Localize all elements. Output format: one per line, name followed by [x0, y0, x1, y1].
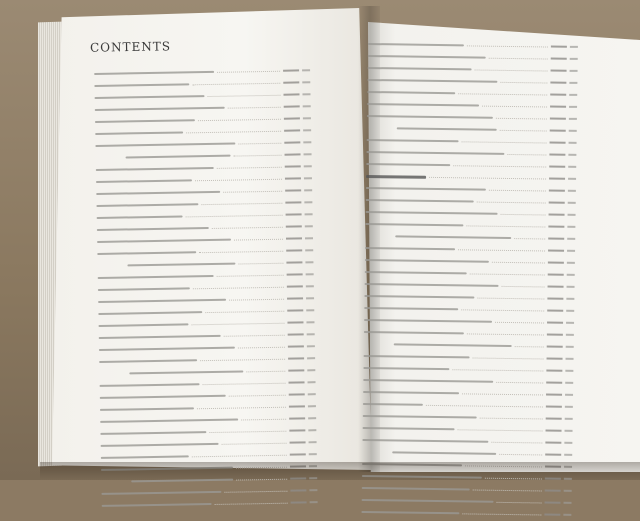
toc-entry-author	[546, 370, 562, 372]
toc-entry-page	[306, 285, 314, 287]
toc-entry-title	[129, 370, 243, 374]
toc-entry-title	[97, 239, 231, 243]
toc-entry-page	[569, 106, 577, 108]
toc-entry-author	[550, 94, 566, 96]
toc-entry-page	[309, 489, 317, 491]
toc-entry-author	[284, 141, 300, 143]
toc-leader-dots	[238, 142, 281, 144]
toc-leader-dots	[458, 429, 543, 431]
toc-entry-title	[394, 343, 512, 347]
toc-entry-author	[549, 214, 565, 216]
toc-entry-page	[569, 130, 577, 132]
toc-entry-title	[96, 179, 192, 183]
toc-entry-author	[550, 130, 566, 132]
toc-entry-author	[549, 202, 565, 204]
toc-entry-author	[545, 490, 561, 492]
toc-leader-dots	[193, 286, 284, 289]
toc-leader-dots	[475, 69, 548, 71]
toc-entry-page	[306, 273, 314, 275]
toc-entry-title	[96, 203, 198, 207]
toc-entry-author	[550, 106, 566, 108]
toc-entry-page	[308, 405, 316, 407]
toc-leader-dots	[198, 118, 281, 120]
toc-entry-title	[365, 283, 499, 287]
toc-entry-title	[100, 383, 200, 387]
toc-entry-title	[102, 503, 212, 507]
toc-entry-page	[304, 153, 312, 155]
toc-leader-dots	[500, 129, 547, 131]
toc-entry-author	[545, 502, 561, 504]
toc-leader-dots	[192, 82, 280, 85]
toc-leader-dots	[212, 226, 283, 228]
toc-entry-author	[548, 262, 564, 264]
toc-entry-author	[549, 190, 565, 192]
toc-leader-dots	[234, 154, 282, 156]
toc-entry-page	[568, 190, 576, 192]
toc-leader-dots	[477, 297, 544, 299]
toc-entry-title	[366, 199, 474, 203]
toc-entry-page	[564, 454, 572, 456]
toc-entry-author	[288, 345, 304, 347]
toc-entry-author	[289, 405, 305, 407]
toc-entry-author	[286, 213, 302, 215]
toc-entry-title	[99, 335, 221, 339]
toc-entry-page	[569, 118, 577, 120]
toc-entry-title	[366, 151, 504, 155]
toc-entry-author	[547, 298, 563, 300]
toc-leader-dots	[467, 333, 544, 335]
toc-entry-page	[302, 81, 310, 83]
toc-leader-dots	[461, 309, 544, 311]
toc-entry-author	[288, 333, 304, 335]
toc-entry-author	[551, 58, 567, 60]
toc-entry-page	[566, 358, 574, 360]
toc-entry-author	[546, 430, 562, 432]
toc-entry-page	[568, 154, 576, 156]
toc-entry-title	[367, 103, 479, 107]
toc-entry-title	[365, 271, 467, 274]
toc-entry-title	[364, 331, 464, 334]
toc-entry-title	[367, 139, 459, 142]
toc-entry-author	[283, 93, 299, 95]
toc-leader-dots	[500, 81, 547, 83]
toc-leader-dots	[217, 166, 282, 168]
toc-entry-page	[309, 441, 317, 443]
toc-entry-author	[550, 82, 566, 84]
toc-leader-dots	[462, 393, 543, 395]
toc-entry-page	[567, 286, 575, 288]
toc-entry-page	[566, 298, 574, 300]
toc-entry-author	[288, 369, 304, 371]
toc-entry-author	[283, 81, 299, 83]
toc-entry-page	[567, 226, 575, 228]
toc-entry-author	[290, 489, 306, 491]
toc-entry-title	[367, 79, 497, 83]
toc-entry-page	[303, 117, 311, 119]
toc-entry-page	[303, 105, 311, 107]
toc-leader-dots	[462, 141, 547, 143]
toc-leader-dots	[453, 165, 546, 167]
toc-entry-page	[306, 309, 314, 311]
toc-leader-dots	[186, 130, 281, 133]
toc-entry-title	[100, 407, 194, 411]
toc-leader-dots	[499, 453, 542, 455]
toc-leader-dots	[470, 273, 545, 275]
toc-entry-author	[544, 514, 560, 516]
toc-entry-page	[306, 297, 314, 299]
toc-entry-page	[566, 346, 574, 348]
toc-leader-dots	[496, 117, 547, 119]
toc-entry-author	[546, 406, 562, 408]
toc-entry-page	[307, 357, 315, 359]
toc-entry-title	[98, 275, 214, 279]
toc-entry-title	[100, 419, 238, 423]
toc-entry-title	[95, 131, 183, 135]
toc-entry-title	[363, 427, 455, 430]
toc-entry-title	[366, 163, 450, 166]
toc-leader-dots	[477, 201, 546, 203]
toc-entry-page	[568, 202, 576, 204]
toc-entry-title	[362, 499, 494, 503]
toc-entry-title	[363, 391, 459, 394]
toc-entry-page	[567, 262, 575, 264]
contents-heading: CONTENTS	[89, 39, 172, 55]
toc-entry-author	[287, 321, 303, 323]
toc-leader-dots	[207, 94, 280, 96]
toc-entry-title	[95, 107, 225, 111]
toc-entry-title	[98, 323, 188, 327]
toc-entry-title	[95, 95, 205, 99]
toc-leader-dots	[186, 214, 283, 217]
toc-entry-page	[565, 418, 573, 420]
toc-entry-title	[392, 451, 496, 454]
toc-entry-author	[284, 129, 300, 131]
toc-leader-dots	[229, 298, 284, 300]
toc-entry-title	[365, 223, 463, 226]
toc-leader-dots	[507, 153, 546, 155]
toc-entry-page	[568, 178, 576, 180]
toc-entry-page	[569, 82, 577, 84]
toc-entry-author	[284, 117, 300, 119]
toc-entry-page	[565, 430, 573, 432]
toc-entry-page	[303, 141, 311, 143]
toc-entry-page	[305, 213, 313, 215]
toc-leader-dots	[473, 357, 544, 359]
toc-entry-page	[308, 429, 316, 431]
toc-leader-dots	[224, 490, 287, 492]
toc-list-left	[94, 64, 318, 512]
toc-entry-author	[286, 249, 302, 251]
toc-entry-page	[310, 501, 318, 503]
toc-leader-dots	[192, 454, 287, 457]
toc-leader-dots	[195, 178, 282, 181]
toc-entry-page	[566, 334, 574, 336]
toc-entry-title	[364, 307, 458, 310]
toc-entry-page	[569, 94, 577, 96]
toc-entry-page	[569, 142, 577, 144]
toc-entry-title	[96, 167, 214, 171]
toc-leader-dots	[501, 213, 546, 215]
toc-entry-author	[548, 250, 564, 252]
toc-entry-page	[305, 237, 313, 239]
toc-leader-dots	[205, 310, 284, 312]
toc-entry-author	[547, 346, 563, 348]
toc-leader-dots	[234, 238, 283, 240]
toc-entry-title	[363, 403, 423, 406]
toc-entry-author	[287, 297, 303, 299]
toc-entry-author	[284, 105, 300, 107]
toc-entry-title	[364, 355, 470, 358]
toc-entry-page	[566, 322, 574, 324]
toc-entry-author	[550, 118, 566, 120]
toc-leader-dots	[492, 261, 545, 263]
toc-entry-page	[565, 382, 573, 384]
toc-leader-dots	[495, 321, 544, 323]
toc-entry-page	[570, 70, 578, 72]
toc-leader-dots	[458, 249, 545, 251]
toc-entry-page	[304, 165, 312, 167]
toc-entry-title	[366, 187, 486, 191]
toc-entry-title	[368, 67, 472, 70]
toc-entry-title	[362, 439, 488, 443]
toc-entry-author	[547, 322, 563, 324]
toc-leader-dots	[496, 381, 543, 383]
toc-entry-author	[548, 274, 564, 276]
toc-entry-title	[94, 71, 214, 75]
toc-entry-author	[546, 418, 562, 420]
toc-entry-author	[290, 441, 306, 443]
toc-entry-title	[395, 235, 511, 239]
toc-entry-page	[564, 442, 572, 444]
toc-entry-title	[100, 431, 206, 435]
toc-entry-title	[363, 379, 493, 383]
toc-entry-author	[283, 69, 299, 71]
toc-entry-author	[288, 357, 304, 359]
toc-entry-author	[285, 153, 301, 155]
toc-entry-page	[570, 58, 578, 60]
toc-list-right	[361, 38, 578, 521]
toc-entry-author	[285, 177, 301, 179]
toc-entry-title	[363, 415, 477, 419]
toc-entry-author	[285, 189, 301, 191]
toc-entry-page	[305, 225, 313, 227]
toc-leader-dots	[480, 417, 543, 419]
toc-entry-author	[545, 442, 561, 444]
toc-leader-dots	[452, 369, 543, 371]
book-shadow	[40, 462, 640, 480]
toc-entry-page	[563, 514, 571, 516]
toc-entry-title	[101, 455, 189, 459]
toc-entry-author	[548, 226, 564, 228]
toc-entry-author	[286, 261, 302, 263]
toc-entry-page	[305, 249, 313, 251]
toc-entry-title	[362, 487, 470, 491]
toc-leader-dots	[197, 406, 286, 409]
toc-leader-dots	[489, 57, 548, 59]
toc-entry-title	[97, 251, 196, 255]
toc-leader-dots	[199, 250, 283, 252]
toc-leader-dots	[502, 285, 545, 287]
toc-entry-title	[96, 191, 220, 195]
toc-entry-page	[307, 369, 315, 371]
toc-entry-page	[307, 345, 315, 347]
toc-entry-author	[289, 429, 305, 431]
toc-entry-title	[98, 299, 226, 303]
toc-leader-dots	[215, 502, 288, 504]
toc-leader-dots	[228, 106, 281, 108]
toc-entry-author	[549, 166, 565, 168]
toc-entry-title	[101, 443, 219, 447]
toc-entry-author	[547, 358, 563, 360]
toc-entry-author	[550, 142, 566, 144]
toc-entry-page	[568, 166, 576, 168]
toc-entry-author	[551, 70, 567, 72]
toc-leader-dots	[491, 441, 542, 443]
toc-entry-page	[308, 381, 316, 383]
toc-entry-page	[568, 214, 576, 216]
toc-entry-page	[303, 129, 311, 131]
toc-leader-dots	[200, 358, 285, 360]
toc-entry-author	[289, 381, 305, 383]
toc-leader-dots	[515, 346, 544, 347]
toc-leader-dots	[229, 394, 286, 396]
toc-entry-page	[308, 393, 316, 395]
toc-entry-author	[287, 285, 303, 287]
toc-leader-dots	[238, 262, 283, 264]
toc-entry-page	[309, 453, 317, 455]
toc-entry-page	[307, 333, 315, 335]
toc-leader-dots	[224, 334, 285, 336]
toc-entry-title	[98, 311, 202, 315]
toc-leader-dots	[223, 190, 282, 192]
toc-entry-author	[545, 454, 561, 456]
toc-entry-page	[306, 321, 314, 323]
toc-entry-title	[364, 319, 492, 323]
toc-entry-title	[99, 359, 197, 363]
toc-entry-title	[366, 211, 498, 215]
toc-entry-author	[289, 393, 305, 395]
toc-entry-page	[567, 238, 575, 240]
toc-entry-title	[397, 127, 497, 130]
toc-entry-title	[366, 174, 426, 178]
toc-leader-dots	[489, 189, 546, 191]
toc-entry-title	[94, 83, 189, 87]
toc-entry-author	[549, 178, 565, 180]
toc-leader-dots	[497, 501, 542, 503]
toc-leader-dots	[222, 442, 287, 444]
toc-entry-page	[564, 502, 572, 504]
toc-leader-dots	[473, 489, 542, 491]
toc-leader-dots	[467, 45, 548, 47]
toc-entry-title	[95, 119, 195, 123]
toc-entry-page	[308, 417, 316, 419]
toc-entry-page	[565, 370, 573, 372]
toc-entry-author	[285, 201, 301, 203]
toc-entry-page	[567, 250, 575, 252]
toc-entry-author	[549, 154, 565, 156]
toc-entry-author	[287, 309, 303, 311]
toc-entry-author	[285, 165, 301, 167]
toc-entry-page	[302, 93, 310, 95]
toc-entry-title	[101, 491, 221, 495]
toc-entry-page	[302, 69, 310, 71]
toc-entry-author	[548, 286, 564, 288]
toc-entry-title	[126, 155, 231, 159]
toc-entry-author	[547, 310, 563, 312]
toc-entry-page	[305, 261, 313, 263]
toc-entry-title	[98, 287, 190, 291]
toc-entry-author	[286, 225, 302, 227]
toc-leader-dots	[426, 404, 543, 407]
toc-leader-dots	[191, 322, 284, 325]
toc-leader-dots	[514, 238, 545, 239]
toc-leader-dots	[217, 70, 280, 72]
toc-leader-dots	[458, 93, 547, 95]
toc-entry	[102, 496, 318, 512]
toc-entry-author	[551, 46, 567, 48]
toc-entry-page	[566, 310, 574, 312]
toc-entry-page	[304, 201, 312, 203]
toc-entry-page	[565, 394, 573, 396]
toc-entry-page	[564, 490, 572, 492]
toc-entry-title	[368, 55, 486, 59]
toc-entry-title	[99, 347, 235, 351]
toc-entry-page	[565, 406, 573, 408]
toc-entry-author	[291, 501, 307, 503]
toc-entry-title	[97, 215, 183, 219]
toc-entry-author	[290, 453, 306, 455]
toc-entry-page	[304, 189, 312, 191]
toc-entry-author	[546, 394, 562, 396]
toc-leader-dots	[466, 225, 545, 227]
toc-entry-title	[364, 295, 474, 299]
toc-leader-dots	[209, 430, 286, 432]
toc-leader-dots	[217, 274, 284, 276]
toc-entry-title	[363, 367, 449, 370]
toc-entry-author	[546, 382, 562, 384]
toc-leader-dots	[482, 105, 547, 107]
toc-entry-title	[365, 247, 455, 250]
toc-entry-title	[367, 91, 455, 94]
toc-entry-title	[127, 263, 235, 267]
toc-leader-dots	[238, 346, 285, 348]
toc-entry-title	[97, 227, 209, 231]
toc-entry-title	[361, 511, 459, 514]
toc-leader-dots	[203, 382, 286, 384]
toc-entry-author	[289, 417, 305, 419]
toc-leader-dots	[462, 513, 541, 515]
toc-entry-author	[287, 273, 303, 275]
toc-entry-author	[286, 237, 302, 239]
toc-entry-author	[548, 238, 564, 240]
toc-entry-title	[100, 395, 226, 399]
toc-leader-dots	[246, 370, 285, 372]
toc-leader-dots	[429, 176, 546, 179]
toc-leader-dots	[241, 418, 286, 420]
toc-entry-title	[367, 115, 493, 119]
toc-entry-page	[570, 46, 578, 48]
toc-entry-title	[368, 43, 464, 46]
toc-entry-page	[567, 274, 575, 276]
toc-entry-title	[365, 259, 489, 263]
toc-entry-title	[95, 143, 235, 147]
toc-leader-dots	[201, 202, 282, 204]
toc-entry	[361, 506, 571, 521]
toc-entry-page	[304, 177, 312, 179]
toc-entry-author	[547, 334, 563, 336]
